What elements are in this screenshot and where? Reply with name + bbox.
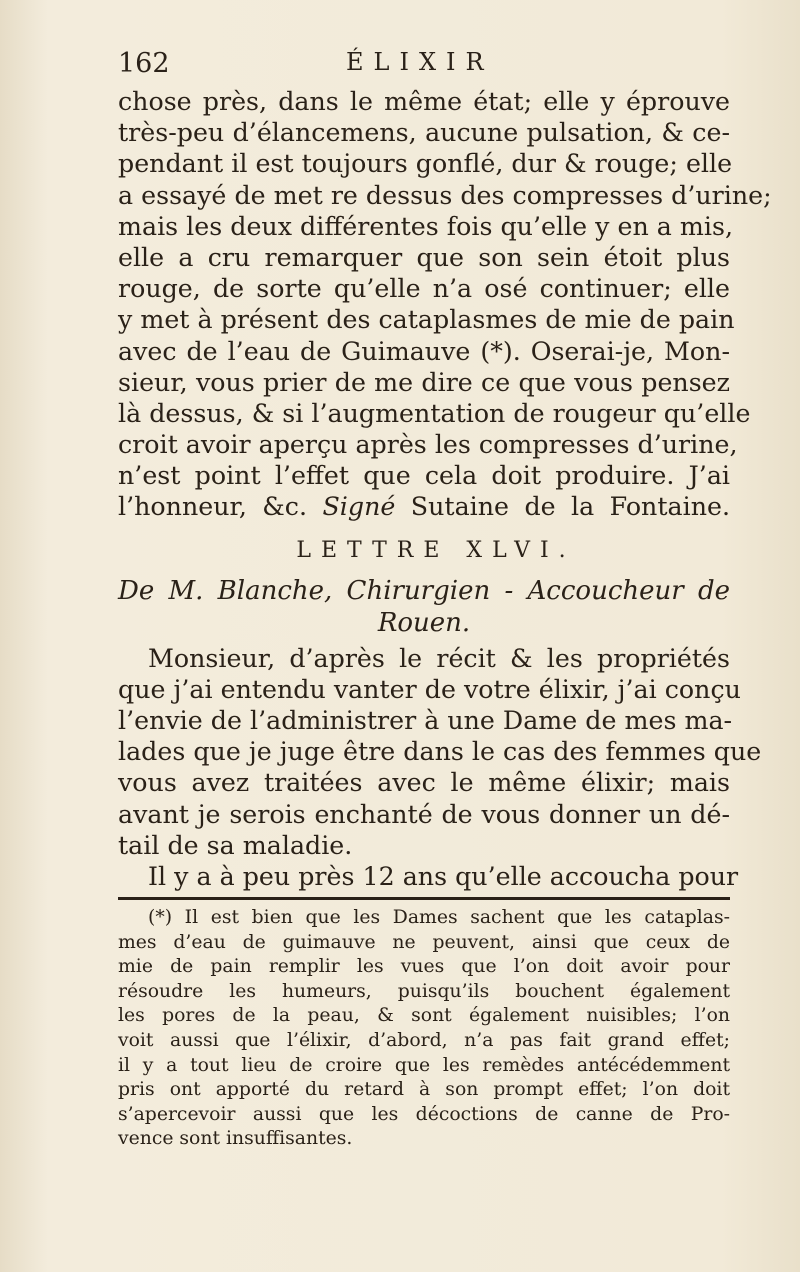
- letter-body: [118, 643, 762, 893]
- footnote-line: mes d’eau de guimauve ne peuvent, ainsi que ceux de: [118, 931, 730, 953]
- closing-text: l’honneur, &c.: [118, 492, 308, 522]
- closing-line: [118, 491, 730, 522]
- text-line: très-peu d’élancemens, aucune pulsation, & ce-: [118, 118, 730, 148]
- letter-continuation: [118, 86, 772, 523]
- signature-label: Signé: [322, 492, 396, 522]
- text-line: avec de l’eau de Guimauve (*). Oserai-je, Mon-: [118, 336, 730, 366]
- text-line: y met à présent des cataplasmes de mie de pain: [118, 305, 735, 335]
- text-line: Monsieur, d’après le récit & les propriétés: [148, 643, 730, 673]
- text-line: rouge, de sorte qu’elle n’a osé continuer; elle: [118, 274, 730, 304]
- text-line: mais les deux différentes fois qu’elle y en a mis,: [118, 211, 734, 241]
- footnote-line: vence sont insuffisantes.: [118, 1128, 353, 1150]
- running-head: ÉLIXIR: [346, 48, 494, 76]
- text-line: avant je serois enchanté de vous donner un dé-: [118, 799, 730, 829]
- footnote: [118, 906, 730, 1152]
- text-line: elle a cru remarquer que son sein étoit plus: [118, 242, 730, 272]
- footnote-line: les pores de la peau, & sont également nuisibles; l’on: [118, 1005, 730, 1027]
- footnote-rule: [118, 897, 730, 900]
- address-line: Rouen.: [377, 607, 471, 638]
- text-line: lades que je juge être dans le cas des femmes que: [118, 737, 762, 767]
- footnote-line: (*) Il est bien que les Dames sachent que les cataplas-: [148, 907, 730, 928]
- footnote-line: voit aussi que l’élixir, d’abord, n’a pas fait grand effet;: [118, 1029, 730, 1051]
- text-line: a essayé de met re dessus des compresses d’urine;: [118, 180, 772, 210]
- text-line: n’est point l’effet que cela doit produire. J’ai: [118, 461, 730, 491]
- text-line: Il y a à peu près 12 ans qu’elle accoucha pour: [148, 861, 739, 891]
- page-body: [118, 86, 772, 892]
- footnote-line: il y a tout lieu de croire que les remèdes antécédemment: [118, 1054, 730, 1076]
- footnote-line: résoudre les humeurs, puisqu’ils bouchent également: [118, 980, 730, 1002]
- text-line: l’envie de l’administrer à une Dame de mes ma-: [118, 706, 733, 735]
- text-line: croit avoir aperçu après les compresses d’urine,: [118, 430, 738, 460]
- footnote-line: pris ont apporté du retard à son prompt effet; l’on doit: [118, 1079, 730, 1101]
- address-line: De M. Blanche, Chirurgien - Accoucheur de: [118, 575, 730, 606]
- text-line: là dessus, & si l’augmentation de rougeur qu’elle: [118, 398, 751, 428]
- text-line: sieur, vous prier de me dire ce que vous pensez: [118, 367, 730, 397]
- text-line: vous avez traitées avec le même élixir; mais: [118, 768, 730, 798]
- letter-address: [118, 575, 730, 639]
- text-line: tail de sa maladie.: [118, 830, 353, 860]
- signature-name: Sutaine de la Fontaine.: [410, 492, 730, 522]
- text-line: pendant il est toujours gonflé, dur & rouge; elle: [118, 149, 733, 179]
- page-number: 162: [118, 48, 170, 79]
- text-line: chose près, dans le même état; elle y éprouve: [118, 87, 730, 116]
- footnote-line: s’apercevoir aussi que les décoctions de canne de Pro-: [118, 1103, 730, 1125]
- letter-heading: LETTRE XLVI.: [296, 537, 576, 563]
- page-header: [118, 42, 730, 82]
- text-line: que j’ai entendu vanter de votre élixir, j’ai conçu: [118, 674, 741, 704]
- footnote-line: mie de pain remplir les vues que l’on doit avoir pour: [118, 956, 730, 978]
